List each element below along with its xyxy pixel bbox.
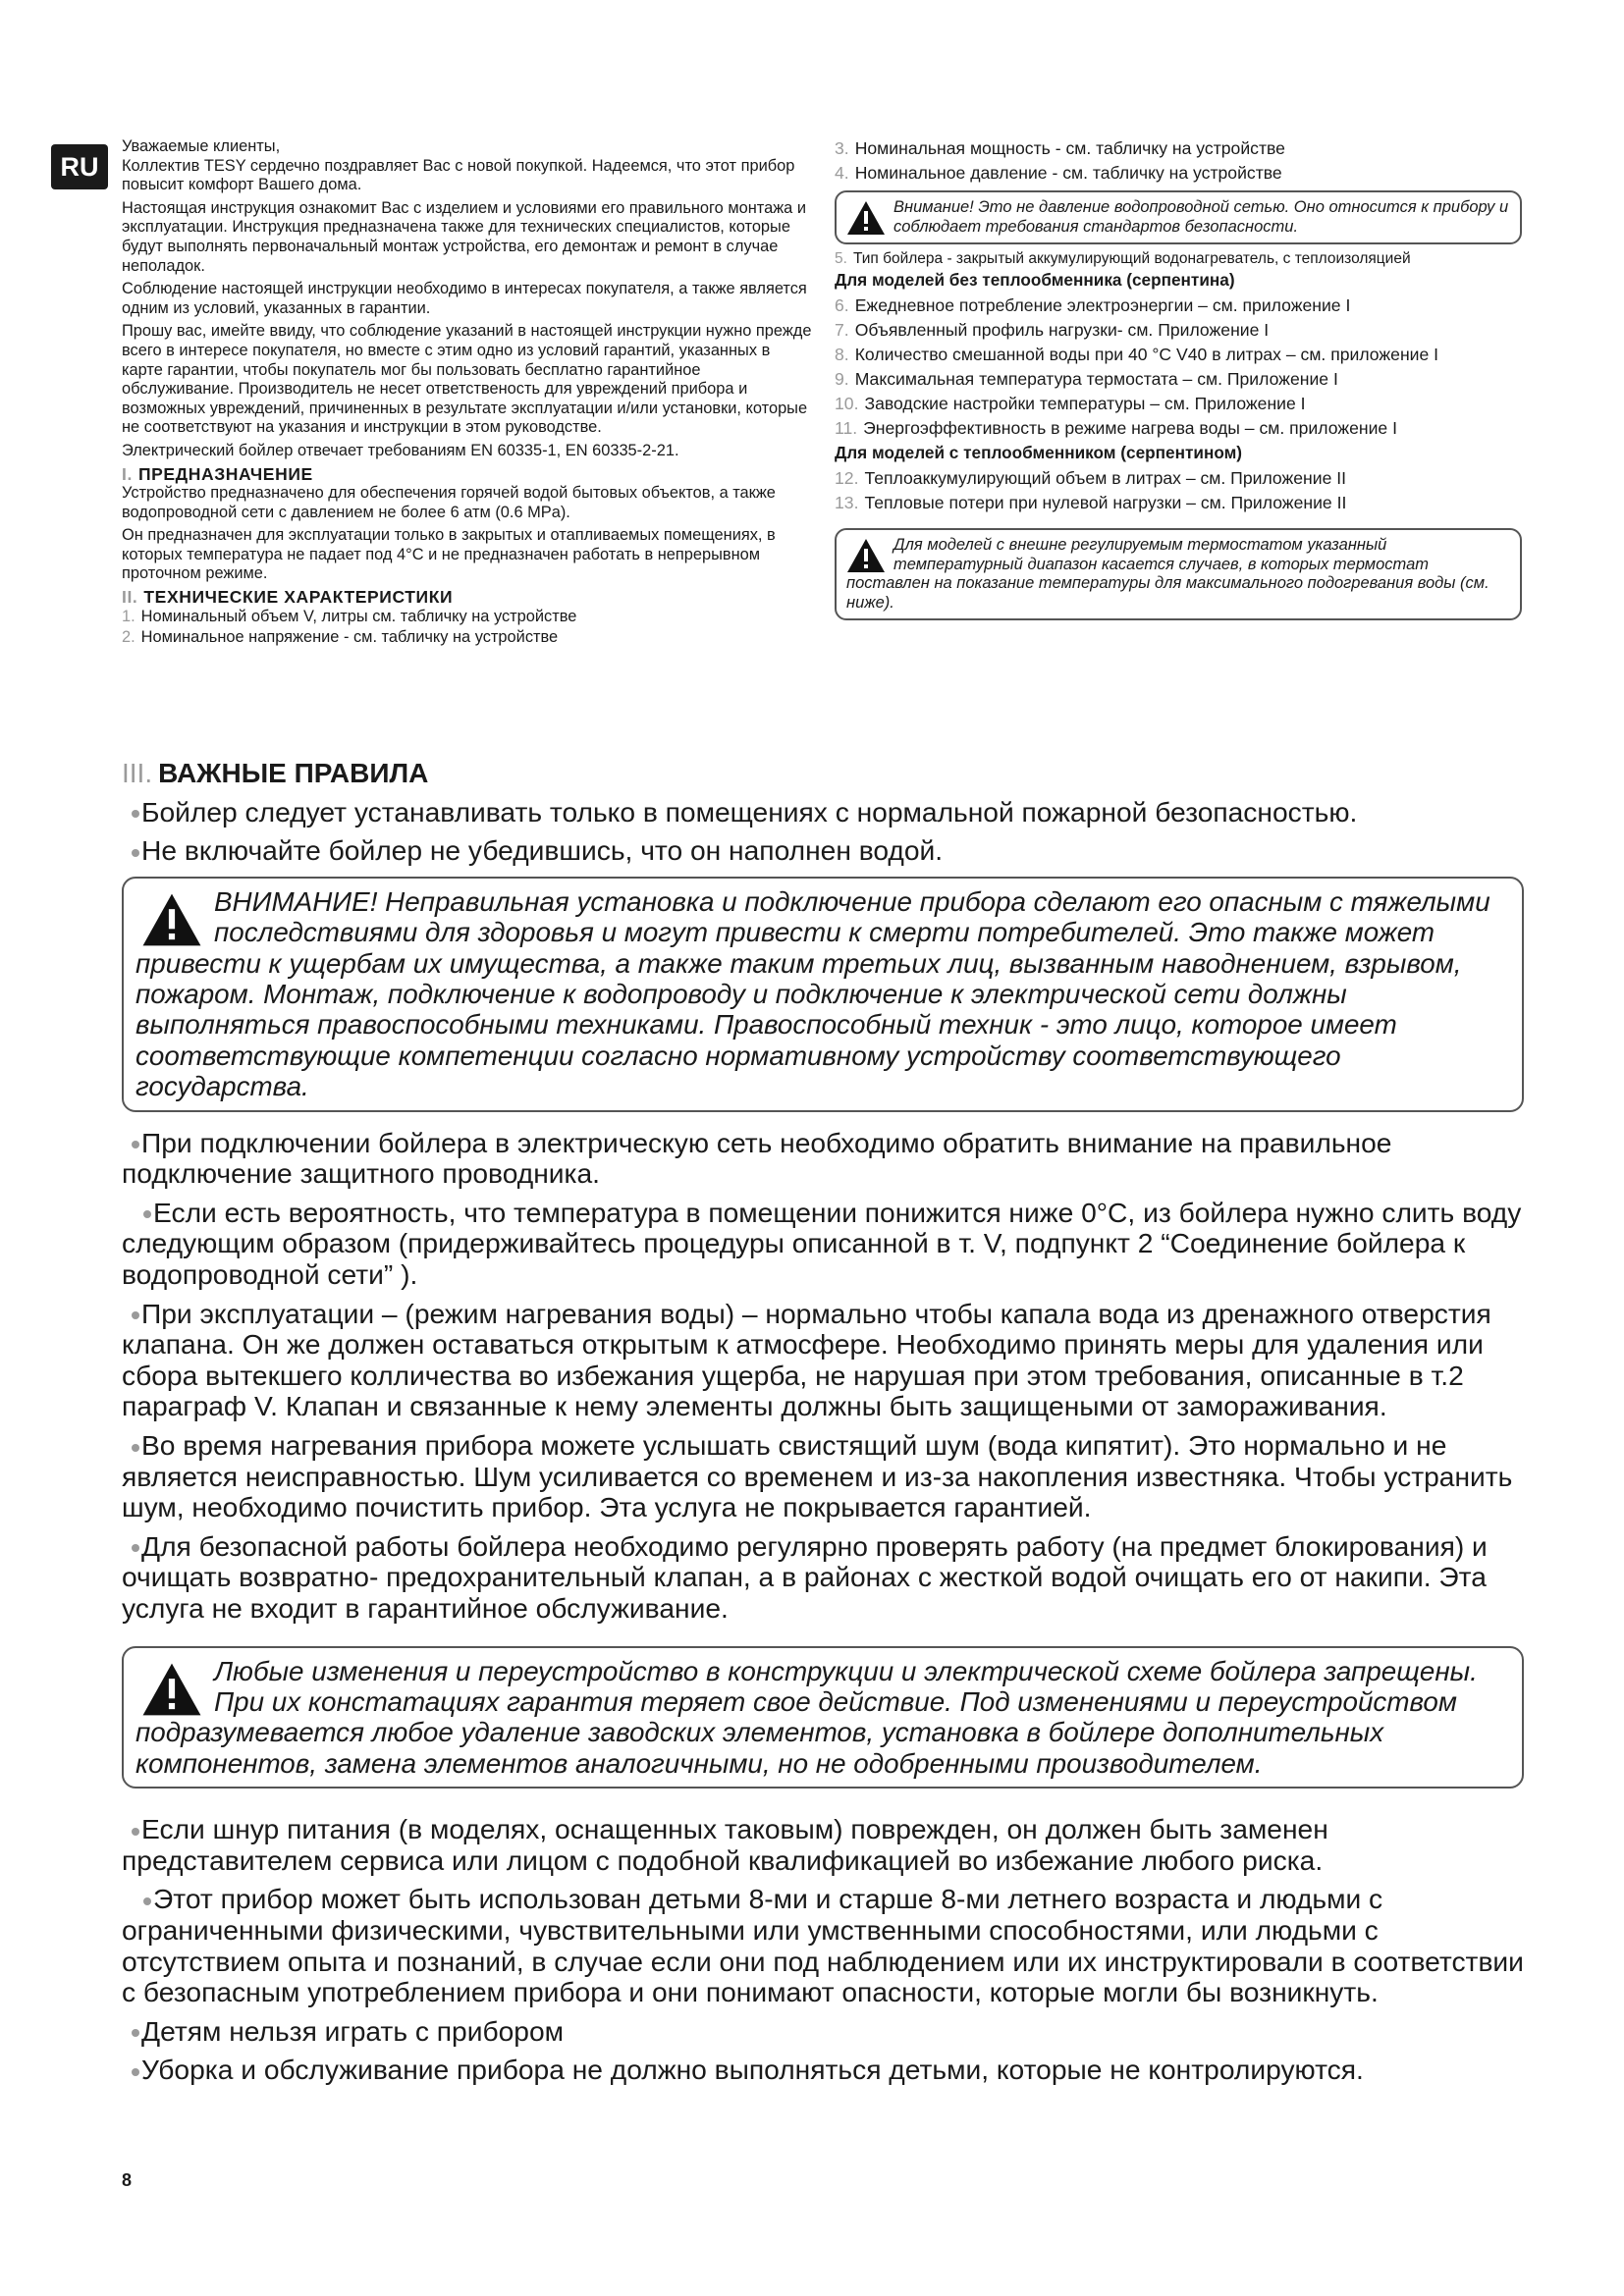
warning-text: Внимание! Это не давление водопроводной сетью. Оно относится к прибору и соблюдает требования стандартов безопасности. <box>893 198 1509 236</box>
warning-text: Для моделей с внешне регулируемым термостатом указанный температурный диапазон касается случаев, в которых термостат поставлен на показание температуры для максимального подогревания воды (см. ниже). <box>846 536 1489 612</box>
rule-text: Если шнур питания (в моделях, оснащенных таковым) поврежден, он должен быть заменен представителем сервиса или лицом с подобной квалификацией во избежание любого риска. <box>122 1813 1328 1876</box>
section-2-number: II. <box>122 587 138 608</box>
section-2-title: ТЕХНИЧЕСКИЕ ХАРАКТЕРИСТИКИ <box>143 587 454 608</box>
section-1-heading <box>122 465 815 485</box>
intro-text-2: Соблюдение настоящей инструкции необходимо в интересах покупателя, а также является одним из условий, указанных в гарантии. <box>122 280 807 317</box>
warning-text: ВНИМАНИЕ! Неправильная установка и подключение прибора сделают его опасным с тяжелыми последствиями для здоровья и могут привести к смерти потребителей. Это также может привести к ущербам их имущества, а также таким третьих лиц, вызванным наводнением, взрывом, пожаром. Монтаж, подключение к водопроводу и подключение к электрической сети должны выполняться правоспособными техниками. Правоспособный техник - это лицо, которое имеет соответствующие компетенции согласно нормативному устройству соответствующего государства. <box>135 885 1490 1102</box>
list-item-number: 10. <box>835 394 859 413</box>
list-item-text: Тепловые потери при нулевой нагрузки – см. Приложение II <box>864 493 1347 512</box>
rule-paragraph <box>122 1884 1524 2007</box>
rule-paragraph <box>122 1430 1524 1523</box>
warning-box-modifications <box>122 1646 1524 1789</box>
section-1-number: I. <box>122 463 133 484</box>
bullet-icon <box>132 1828 139 1836</box>
list-item-number: 7. <box>835 320 849 340</box>
list-item-number: 13. <box>835 493 859 512</box>
bullet-icon <box>132 849 139 857</box>
list-item-number: 3. <box>835 138 849 158</box>
section-3-title: ВАЖНЫЕ ПРАВИЛА <box>158 758 429 788</box>
list-item-text: Энергоэффективность в режиме нагрева воды – см. приложение I <box>863 418 1397 438</box>
bullet-icon <box>132 2029 139 2037</box>
rule-text: Детям нельзя играть с прибором <box>141 2014 565 2047</box>
list-item-number: 12. <box>835 468 859 488</box>
list-item-number: 2. <box>122 628 135 647</box>
warning-text: Любые изменения и переустройство в конструкции и электрической схеме бойлера запрещены. При их констатациях гарантия теряет свое действие. Под изменениями и переустройством подразумевается любое удаление заводских элементов, установка в бойлере дополнительных компонентов, замена элементов аналогичными, но не одобренными производителем. <box>135 1655 1478 1779</box>
warning-box-installation <box>122 877 1524 1112</box>
bullet-icon <box>132 1311 139 1319</box>
list-item <box>835 162 1522 185</box>
rule-paragraph <box>122 1814 1524 1876</box>
list-item <box>835 344 1522 366</box>
list-item <box>835 137 1522 160</box>
list-item <box>835 417 1522 440</box>
section-1-text-2: Он предназначен для эксплуатации только в закрытых и отапливаемых помещениях, в которых температура не падает под 4°C и не предназначен работать в непрерывном проточном режиме. <box>122 526 776 583</box>
list-item-number: 4. <box>835 163 849 183</box>
page-number: 8 <box>122 2170 133 2190</box>
rule-paragraph <box>122 1128 1524 1190</box>
rule-paragraph <box>122 1299 1524 1422</box>
warning-icon <box>846 200 886 236</box>
list-item <box>835 368 1522 391</box>
section-1-text-1: Устройство предназначено для обеспечения горячей водой бытовых объектов, а также водопроводной сети с давлением не более 6 атм (0.6 MPa). <box>122 484 776 521</box>
list-item <box>835 393 1522 415</box>
warning-box-pressure <box>835 190 1522 244</box>
list-item <box>835 319 1522 342</box>
list-item-text: Теплоаккумулирующий объем в литрах – см. Приложение II <box>864 468 1347 488</box>
intro-congrats: Коллектив TESY сердечно поздравляет Вас с новой покупкой. Надеемся, что этот прибор повысит комфорт Вашего дома. <box>122 156 795 194</box>
rule-text: Если есть вероятность, что температура в помещении понижится ниже 0°C, из бойлера нужно слить воду следующим образом (придерживайтесь процедуры описанной в т. V, подпункт 2 “Соединение бойлера к водопроводной сети” ). <box>122 1196 1522 1290</box>
rule-text: Во время нагревания прибора можете услышать свистящий шум (вода кипятит). Это нормально и не является неисправностью. Шум усиливается со временем и из-за накопления известняка. Чтобы устранить шум, необходимо почистить прибор. Эта услуга не покрывается гарантией. <box>122 1428 1513 1523</box>
list-item <box>835 492 1522 514</box>
rule-paragraph <box>122 1531 1524 1625</box>
bullet-icon <box>132 1444 139 1452</box>
bullet-icon <box>143 1897 151 1905</box>
rule-text: Бойлер следует устанавливать только в помещениях с нормальной пожарной безопасностью. <box>141 795 1358 828</box>
list-item <box>122 608 815 627</box>
rule-text: Этот прибор может быть использован детьми 8-ми и старше 8-ми летнего возраста и людьми с ограниченными физическими, чувствительными или умственными способностями, или людьми с отсутствием опыта и познаний, в случае если они под наблюдением или их инструктировали в соответствии с безопасным употреблением прибора и они понимают опасности, которые могли бы возникнуть. <box>122 1883 1524 2008</box>
rule-paragraph <box>122 1198 1524 1291</box>
list-item-text: Заводские настройки температуры – см. Приложение I <box>864 394 1306 413</box>
list-item <box>122 628 815 648</box>
subheading-with-exchanger: Для моделей с теплообменником (серпентином) <box>835 443 1243 462</box>
bullet-icon <box>132 1544 139 1552</box>
subheading-no-exchanger: Для моделей без теплообменника (серпентина) <box>835 270 1235 290</box>
list-item-text: Номинальная мощность - см. табличку на устройстве <box>854 138 1285 158</box>
rule-text: Для безопасной работы бойлера необходимо регулярно проверять работу (на предмет блокирования) и очищать возвратно- предохранительный клапан, а в районах с жесткой водой очищать его от накипи. Эта услуга не входит в гарантийное обслуживание. <box>122 1529 1488 1624</box>
intro-text-1: Настоящая инструкция ознакомит Вас с изделием и условиями его правильного монтажа и эксплуатации. Инструкция предназначена также для технических специалистов, которые будут выполнять первоначальный монтаж устройства, его демонтаж и ремонт в случае неполадок. <box>122 198 806 275</box>
list-item-number: 9. <box>835 369 849 389</box>
left-column <box>122 137 815 650</box>
list-item-text: Тип бойлера - закрытый аккумулирующий водонагреватель, с теплоизоляцией <box>852 250 1411 267</box>
list-item-number: 8. <box>835 345 849 364</box>
list-item-text: Номинальный объем V, литры см. табличку на устройстве <box>140 607 577 625</box>
bullet-icon <box>132 2068 139 2076</box>
rule-text: Уборка и обслуживание прибора не должно выполняться детьми, которые не контролируются. <box>141 2054 1364 2086</box>
warning-box-thermostat <box>835 528 1522 620</box>
section-3-heading <box>122 758 1524 789</box>
rule-text: При подключении бойлера в электрическую сеть необходимо обратить внимание на правильное подключение защитного проводника. <box>122 1126 1392 1190</box>
rule-paragraph <box>122 835 1524 867</box>
intro-greeting: Уважаемые клиенты, <box>122 137 281 155</box>
warning-icon <box>141 892 202 947</box>
list-item-text: Ежедневное потребление электроэнергии – см. приложение I <box>854 295 1351 315</box>
list-item-text: Максимальная температура термостата – см. Приложение I <box>854 369 1338 389</box>
section-3-number: III. <box>122 758 153 788</box>
bullet-icon <box>132 1141 139 1148</box>
rule-text: Не включайте бойлер не убедившись, что он наполнен водой. <box>141 834 944 867</box>
section-1-title: ПРЕДНАЗНАЧЕНИЕ <box>137 463 313 484</box>
section-2-heading <box>122 588 815 608</box>
rule-paragraph <box>122 797 1524 828</box>
list-item-text: Количество смешанной воды при 40 °С V40 в литрах – см. приложение I <box>854 345 1439 364</box>
list-item <box>835 467 1522 490</box>
bullet-icon <box>132 810 139 818</box>
bullet-icon <box>143 1210 151 1218</box>
language-badge: RU <box>51 144 108 189</box>
list-item <box>835 294 1522 317</box>
list-item <box>835 250 1522 267</box>
list-item-text: Объявленный профиль нагрузки- см. Приложение I <box>854 320 1270 340</box>
list-item-text: Номинальное давление - см. табличку на устройстве <box>854 163 1282 183</box>
list-item-text: Номинальное напряжение - см. табличку на устройстве <box>140 628 559 647</box>
list-item-number: 6. <box>835 295 849 315</box>
list-item-number: 1. <box>122 607 135 625</box>
rule-text: При эксплуатации – (режим нагревания воды) – нормально чтобы капала вода из дренажного отверстия клапана. Он же должен оставаться открытым к атмосфере. Необходимо принять меры для удаления или сбора вытекшего колличества во избежания ущерба, не нарушая при этом требования, описанные в т.2 параграф V. Клапан и связанные к нему элементы должны быть защищеными от замораживания. <box>122 1297 1491 1422</box>
important-rules-section <box>122 758 1524 2094</box>
list-item-number: 5. <box>835 250 847 267</box>
warning-icon <box>141 1662 202 1717</box>
warning-icon <box>846 538 886 573</box>
list-item-number: 11. <box>835 418 858 438</box>
rule-paragraph <box>122 2055 1524 2086</box>
intro-text-3: Прошу вас, имейте ввиду, что соблюдение указаний в настоящей инструкции нужно прежде всего в интересе покупателя, но вместе с этим одно из условий гарантий, указанных в карте гарантии, чтобы покупатель мог бы пользовать бесплатно гарантийное обслуживание. Производитель не несет ответственость для увреждений прибора и возможных увреждений, причиненных в результате эксплуатации и/или установки, которые не соответствуют на указания и инструкции в этом руководстве. <box>122 322 812 437</box>
intro-standards: Электрический бойлер отвечает требованиям EN 60335-1, EN 60335-2-21. <box>122 441 679 459</box>
rule-paragraph <box>122 2016 1524 2048</box>
right-column <box>835 137 1522 626</box>
